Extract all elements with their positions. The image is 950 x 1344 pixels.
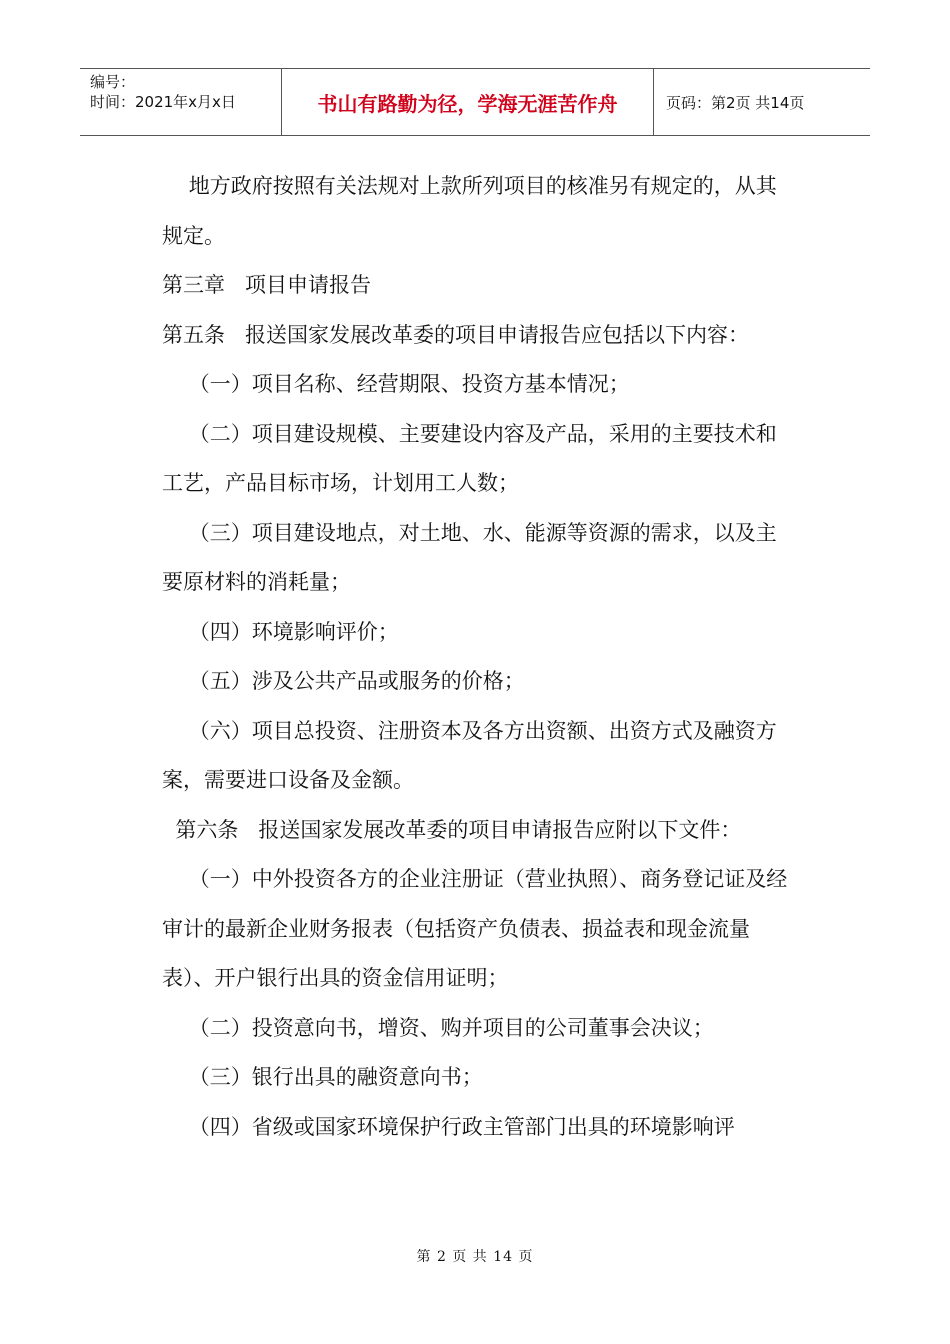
list-item: （三）项目建设地点，对土地、水、能源等资源的需求，以及主要原材料的消耗量； bbox=[162, 520, 777, 594]
list-item: （三）银行出具的融资意向书； bbox=[162, 1065, 483, 1089]
document-body bbox=[162, 162, 794, 1152]
page-footer: 第 2 页 共 14 页 bbox=[416, 1249, 534, 1265]
header-page-info: 页码：第2页 共14页 bbox=[666, 93, 805, 112]
list-item: （一）项目名称、经营期限、投资方基本情况； bbox=[162, 372, 630, 396]
article-heading: 第六条 报送国家发展改革委的项目申请报告应附以下文件： bbox=[162, 817, 742, 842]
paragraph: 地方政府按照有关法规对上款所列项目的核准另有规定的，从其规定。 bbox=[162, 174, 777, 248]
header-motto: 书山有路勤为径，学海无涯苦作舟 bbox=[282, 69, 654, 135]
header-meta bbox=[80, 69, 282, 135]
list-item: （四）省级或国家环境保护行政主管部门出具的环境影响评 bbox=[162, 1114, 735, 1139]
list-item: （二）投资意向书，增资、购并项目的公司董事会决议； bbox=[162, 1015, 714, 1040]
list-item: （五）涉及公共产品或服务的价格； bbox=[162, 669, 525, 693]
list-item: （二）项目建设规模、主要建设内容及产品，采用的主要技术和工艺，产品目标市场，计划用工人数； bbox=[162, 421, 777, 495]
list-item: （四）环境影响评价； bbox=[162, 619, 399, 644]
document-time: 时间：2021年x月x日 bbox=[90, 93, 236, 111]
list-item: （六）项目总投资、注册资本及各方出资额、出资方式及融资方案，需要进口设备及金额。 bbox=[162, 718, 777, 792]
article-heading: 第五条 报送国家发展改革委的项目申请报告应包括以下内容： bbox=[162, 322, 750, 347]
list-item: （一）中外投资各方的企业注册证（营业执照）、商务登记证及经审计的最新企业财务报表（包括资产负债表、损益表和现金流量表）、开户银行出具的资金信用证明； bbox=[162, 867, 788, 990]
page-header bbox=[80, 68, 870, 136]
chapter-heading: 第三章 项目申请报告 bbox=[162, 273, 372, 297]
document-number: 编号： bbox=[90, 73, 136, 91]
